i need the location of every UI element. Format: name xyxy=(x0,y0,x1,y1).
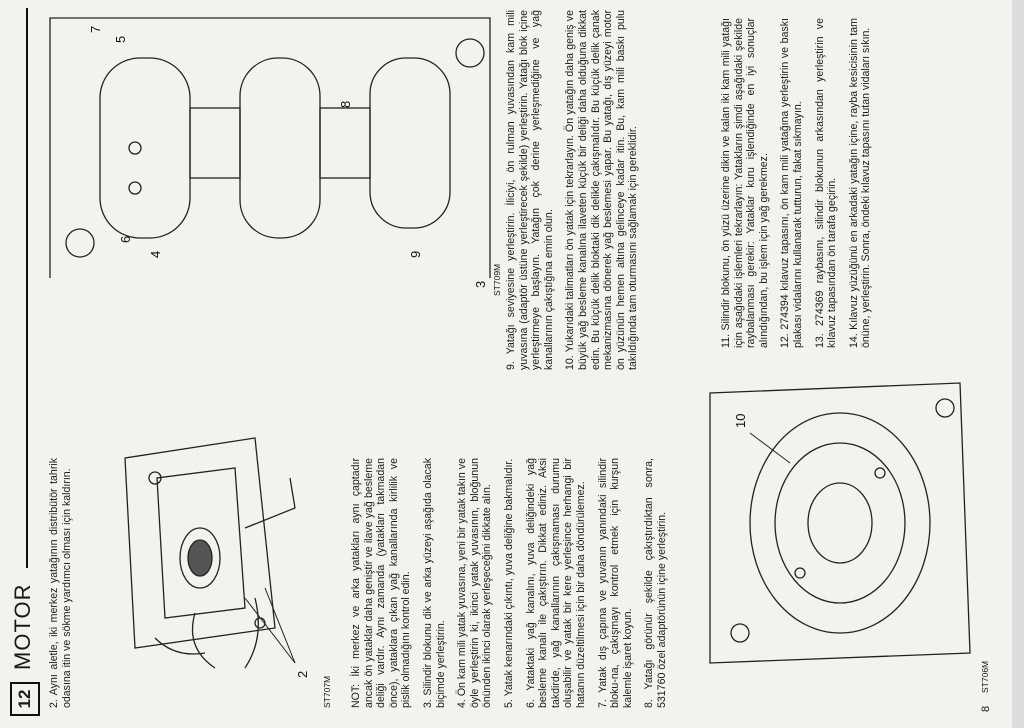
paragraph: 14. Kılavuz yüzüğünü en arkadaki yatağın içine, rayba kesicisinin tam önüne, yerleştirin. Sonra, öndeki kılavuz tapasını tutan vidaları sıkın. xyxy=(847,18,873,348)
section-title: MOTOR xyxy=(10,583,35,670)
figure-label: 7 xyxy=(88,25,103,33)
figure-label: 3 xyxy=(473,280,488,288)
page-number: 8 xyxy=(980,705,992,712)
figure-caption: ST707M xyxy=(322,675,332,708)
paragraph: 3. Silindir blokunu dik ve arka yüzeyi aşağıda olacak biçimde yerleştirin. xyxy=(421,458,447,708)
figure-label: 8 xyxy=(338,100,353,108)
figure-bearing-removal xyxy=(95,408,335,708)
figure-caption: ST706M xyxy=(980,660,990,693)
header-rule xyxy=(26,8,28,568)
figure-label: 4 xyxy=(148,250,163,258)
paragraph: 11. Silindir blokunu, ön yüzü üzerine dikin ve kalan iki kam mili yatağı için aşağıdaki işlemleri tekrarlayın: Yatakların şimdi aşağıdaki şekilde raybalanması gerekir: Yataklar kuru işlendiğinde en iyi sonuçlar alındığından, bu işlem için yağ gerekmez. xyxy=(720,18,770,348)
text-column-right-top xyxy=(505,10,649,370)
paragraph: 10. Yukarıdaki talimatları ön yatak için tekrarlayın. Ön yatağın daha geniş ve büyük yağ besleme kanalına ilaveten küçük bir deliği daha olduğuna dikkat edin. Bu küçük delik bloktaki dik delikle çakışmalıdır. Bu küçük delik çanak mekanizmasına dönerek yağ beslemesi yapar. Bu yatağı, dış yüzeyi motor ön yüzünün hemen altına gelinceye kadar itin. Bu, kam mili baskı pulu takıldığında tam oturmasını sağlamak için gereklidir. xyxy=(564,10,640,370)
paragraph: NOT: İki merkez ve arka yatakları aynı çaptadır ancak ön yataklar daha geniştir ve ilave yağ besleme deliği vardır. Aynı zamanda (yatakları takmadan önce), yataklara çıkan yağ kanallarında kirlilik ve pislik olmadığını kontrol edin. xyxy=(350,458,413,708)
paragraph: 12. 274394 kılavuz tapasını, ön kam mili yatağına yerleştirin ve baskı plakası vidalarını kullanarak tutturun, fakat sıkmayın. xyxy=(779,18,804,348)
paragraph: 5. Yatak kenarındaki çıkıntı, yuva deliğine bakmalıdır. xyxy=(502,458,515,708)
paragraph: 7. Yatak dış çapına ve yuvanın yanındaki silindir bloku-na, çakışmayı kontrol etmek için kurşun kalemle işaret koyun. xyxy=(596,458,634,708)
paragraph: 9. Yatağı seviyesine yerleştirin. İliciyi, ön rulman yuvasından kam mili yuvasına (adaptör üstüne yerleştirecek şekilde) yerleştirin. Yatağı blok içine yerleştirmeye başlayın. Yatağın çok derine yerleşmediğine ve yağ kanallarının çakıştığına emin olun. xyxy=(505,10,555,370)
text-column-right xyxy=(720,18,882,348)
text-column-left-top xyxy=(48,458,82,708)
paragraph: 8. Yatağı görünür şekilde çakıştırdıktan sonra, 531760 özel adaptörünün içine yerleştirin. xyxy=(643,458,668,708)
figure-camshaft-bearings xyxy=(40,3,500,298)
figure-guide-plug xyxy=(690,363,990,693)
figure-label: 2 xyxy=(295,670,310,678)
figure-caption: ST709M xyxy=(492,263,502,296)
text-column-left xyxy=(350,458,677,708)
paragraph: 4. Ön kam mili yatak yuvasına, yeni bir yatak takın ve öyle yerleştirin ki, ikinci yatak yuvasının, bloğunun önünden ikinci olarak yerleşeceğini dikkate alın. xyxy=(456,458,494,708)
figure-label: 10 xyxy=(733,413,748,428)
paragraph: 6. Yataktaki yağ kanalını, yuva deliğindeki yağ besleme kanalı ile çakıştırın. Dikkat ediniz. Aksi takdirde, yağ kanallarının çakışmaması durumu oluşabilir ve yatak bir kere yerleşince herhangi bir hatanın düzeltilmesi için bir daha döndürülemez. xyxy=(524,458,587,708)
page-number-box: 12 xyxy=(10,682,40,716)
paragraph: 13. 274369 raybasını, silindir blokunun arkasından yerleştirin ve kılavuz tapasından ön tarafa geçirin. xyxy=(813,18,839,348)
figure-label: 9 xyxy=(408,250,423,258)
figure-label: 6 xyxy=(118,235,133,243)
paragraph: 2. Aynı aletle, iki merkez yatağının distribütör tahrik odasına itin ve sökme yardımcı olması için kaldırın. xyxy=(48,458,73,708)
figure-label: 5 xyxy=(113,35,128,43)
